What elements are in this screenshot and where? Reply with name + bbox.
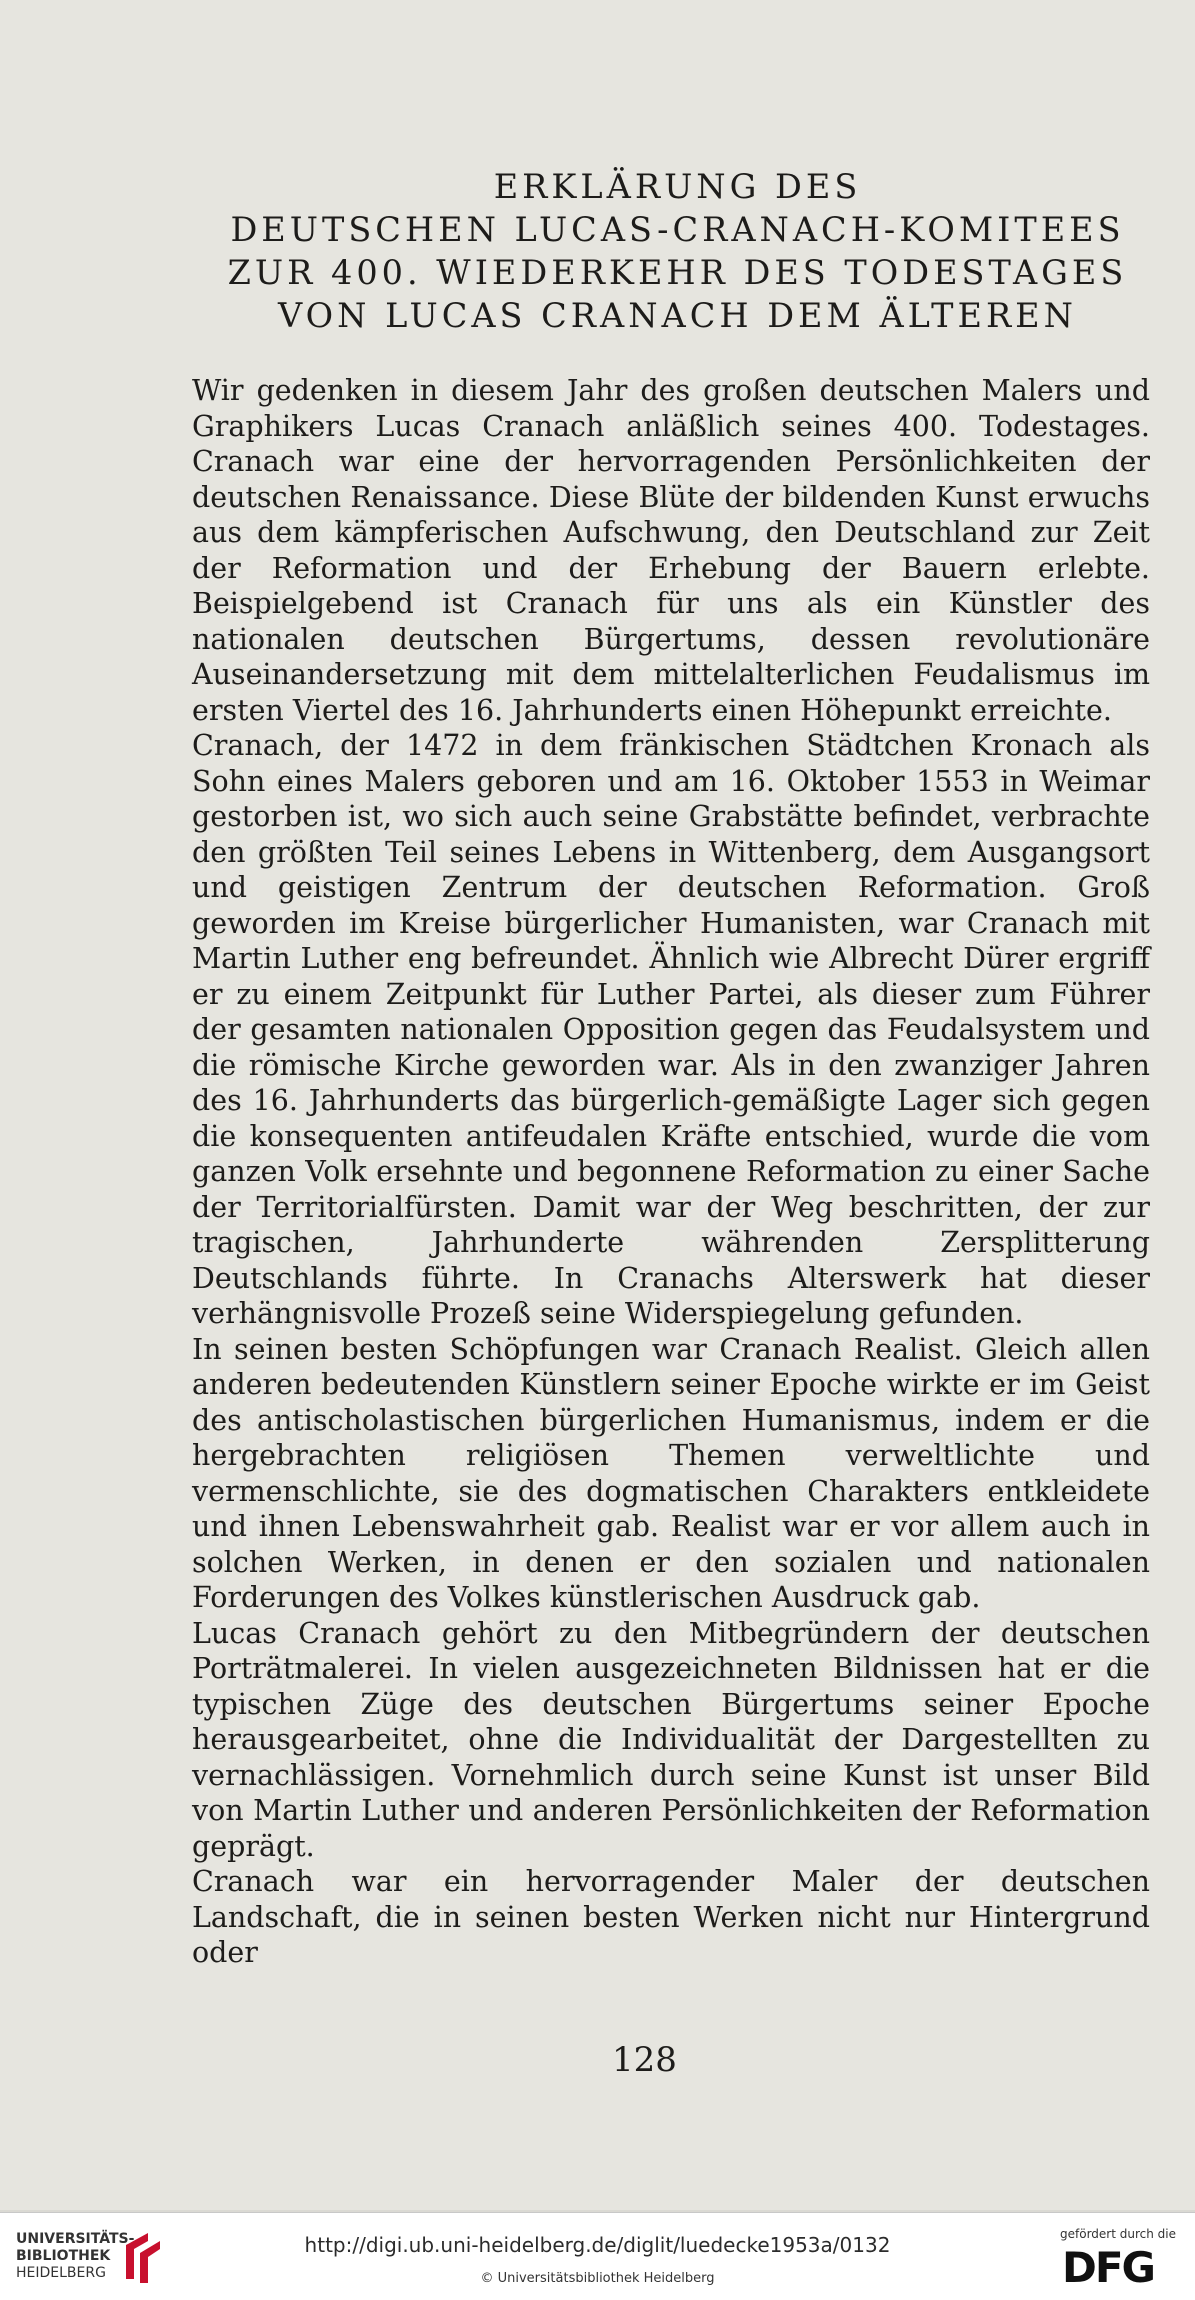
paragraph-1: Wir gedenken in diesem Jahr des großen deutschen Malers und Graphikers Lucas Cranach anläßlich seines 400. Todestages. Cranach war eine der hervorragenden Persönlichkeiten der deutschen Renaissance. Diese Blüte der bildenden Kunst erwuchs aus dem kämpferischen Aufschwung, den Deutschland zur Zeit der Reformation und der Erhebung der Bauern erlebte. Beispielgebend ist Cranach für uns als ein Künstler des nationalen deutschen Bürgertums, dessen revolutionäre Auseinandersetzung mit dem mittelalterlichen Feudalismus im ersten Viertel des 16. Jahrhunderts einen Höhepunkt erreichte.: [192, 374, 1150, 727]
permalink-url[interactable]: http://digi.ub.uni-heidelberg.de/diglit/luedecke1953a/0132: [304, 2233, 891, 2257]
library-name-line-2: BIBLIOTHEK: [16, 2248, 111, 2264]
funded-by-label: gefördert durch die: [1060, 2227, 1176, 2241]
page-number: 128: [612, 2040, 677, 2080]
title-line-4: VON LUCAS CRANACH DEM ÄLTEREN: [278, 296, 1077, 335]
paragraph-5: Cranach war ein hervorragender Maler der deutschen Landschaft, die in seinen besten Werken nicht nur Hintergrund oder: [192, 1865, 1150, 1969]
paragraph-3: In seinen besten Schöpfungen war Cranach Realist. Gleich allen anderen bedeutenden Künstlern seiner Epoche wirkte er im Geist des antischolastischen bürgerlichen Humanismus, indem er die hergebrachten religiösen Themen verweltlichte und vermenschlichte, sie des dogmatischen Charakters entkleidete und ihnen Lebenswahrheit gab. Realist war er vor allem auch in solchen Werken, in denen er den sozialen und nationalen Forderungen des Volkes künstlerischen Ausdruck gab.: [192, 1332, 1150, 1614]
title-line-3: ZUR 400. WIEDERKEHR DES TODESTAGES: [227, 253, 1128, 292]
title-line-2: DEUTSCHEN LUCAS-CRANACH-KOMITEES: [230, 210, 1125, 249]
title-line-1: ERKLÄRUNG DES: [493, 167, 862, 206]
dfg-logo: DFG: [1062, 2243, 1155, 2292]
paragraph-4: Lucas Cranach gehört zu den Mitbegründern der deutschen Porträtmalerei. In vielen ausgezeichneten Bildnissen hat er die typischen Züge des deutschen Bürgertums seiner Epoche herausgearbeitet, ohne die Individualität der Dargestellten zu vernachlässigen. Vornehmlich durch seine Kunst ist unser Bild von Martin Luther und anderen Persönlichkeiten der Reformation geprägt.: [192, 1616, 1150, 1863]
library-name-line-3: HEIDELBERG: [16, 2265, 106, 2281]
library-name-line-1: UNIVERSITÄTS-: [16, 2231, 135, 2247]
viewer-footer: [0, 2212, 1195, 2300]
body-text: [192, 373, 1150, 1971]
document-title: [150, 165, 1195, 337]
copyright-notice: © Universitätsbibliothek Heidelberg: [480, 2271, 715, 2286]
paragraph-2: Cranach, der 1472 in dem fränkischen Städtchen Kronach als Sohn eines Malers geboren und am 16. Oktober 1553 in Weimar gestorben ist, wo sich auch seine Grabstätte befindet, verbrachte den größten Teil seines Lebens in Wittenberg, dem Ausgangsort und geistigen Zentrum der deutschen Reformation. Groß geworden im Kreise bürgerlicher Humanisten, war Cranach mit Martin Luther eng befreundet. Ähnlich wie Albrecht Dürer ergriff er zu einem Zeitpunkt für Luther Partei, als dieser zum Führer der gesamten nationalen Opposition gegen das Feudalsystem und die römische Kirche geworden war. Als in den zwanziger Jahren des 16. Jahrhunderts das bürgerlich-gemäßigte Lager sich gegen die konsequenten antifeudalen Kräfte entschied, wurde die vom ganzen Volk ersehnte und begonnene Reformation zu einer Sache der Territorialfürsten. Damit war der Weg beschritten, der zur tragischen, Jahrhunderte währenden Zersplitterung Deutschlands führte. In Cranachs Alterswerk hat dieser verhängnisvolle Prozeß seine Widerspiegelung gefunden.: [192, 729, 1150, 1330]
